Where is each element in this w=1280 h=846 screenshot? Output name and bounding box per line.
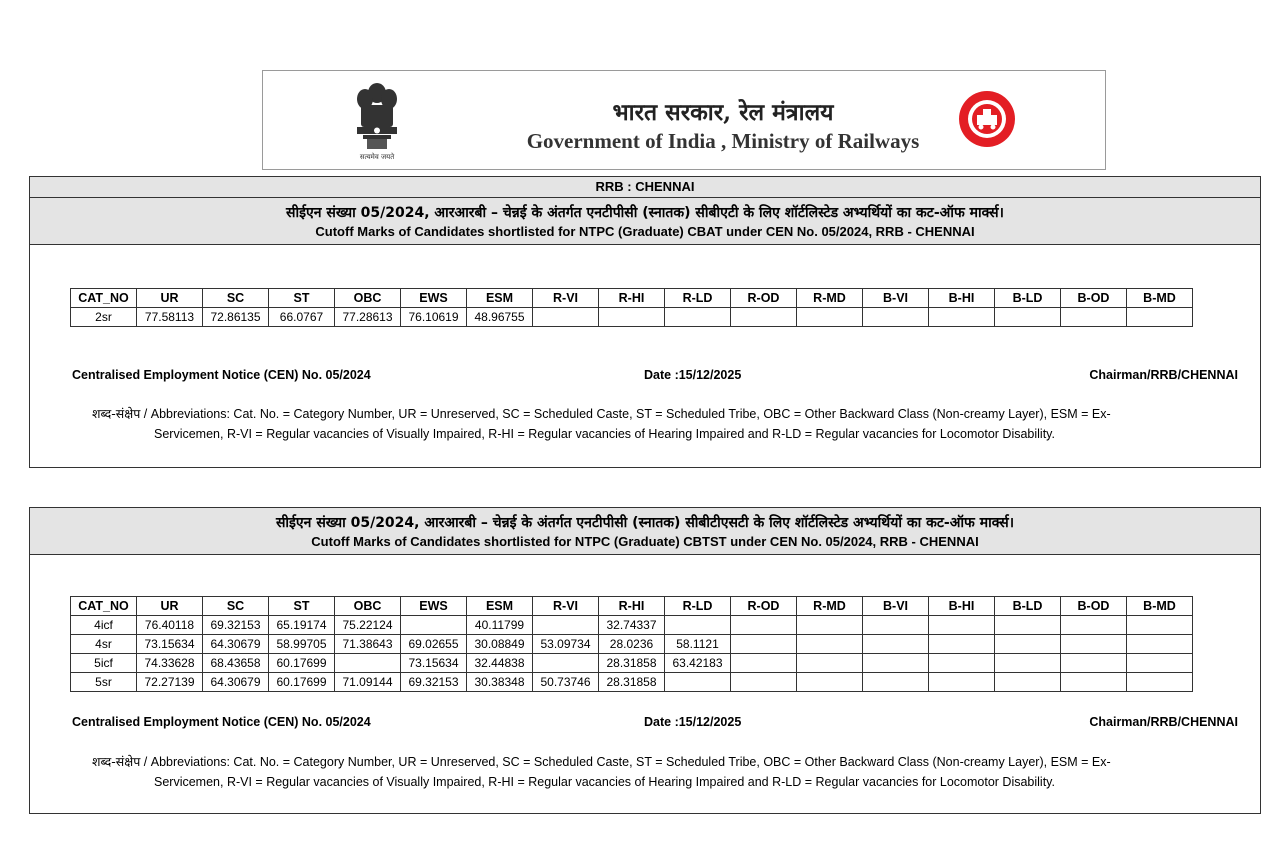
column-header: CAT_NO [71, 597, 137, 616]
cutoff-cell: 48.96755 [467, 308, 533, 327]
table-row [71, 673, 1193, 692]
ministry-title-hindi: भारत सरकार, रेल मंत्रालय [612, 99, 834, 126]
ministry-title-english: Government of India , Ministry of Railways [526, 129, 920, 153]
cutoff-cell [599, 308, 665, 327]
cutoff-cell [929, 673, 995, 692]
column-header: R-MD [797, 597, 863, 616]
cutoff-cell: 32.44838 [467, 654, 533, 673]
cutoff-cell [995, 635, 1061, 654]
table-row [71, 635, 1193, 654]
cbat-title-band [30, 198, 1260, 245]
cutoff-cell [995, 616, 1061, 635]
cutoff-cell [1127, 616, 1193, 635]
cutoff-cell: 28.31858 [599, 673, 665, 692]
cutoff-cell: 72.86135 [203, 308, 269, 327]
cutoff-cell [797, 635, 863, 654]
cutoff-cell [533, 654, 599, 673]
column-header: R-MD [797, 289, 863, 308]
cutoff-cell [1061, 616, 1127, 635]
column-header: R-LD [665, 289, 731, 308]
cen-notice: Centralised Employment Notice (CEN) No. 05/2024 [72, 368, 371, 382]
column-header: B-MD [1127, 289, 1193, 308]
cutoff-cell: 76.10619 [401, 308, 467, 327]
table-header-row [71, 289, 1193, 308]
column-header: OBC [335, 289, 401, 308]
abbr-line-1: / Abbreviations: Cat. No. = Category Number, UR = Unreserved, SC = Scheduled Caste, ST = Scheduled Tribe, OBC = Other Backward Class (Non-creamy Layer), ESM = Ex- [140, 407, 1111, 421]
letterhead [262, 70, 1106, 170]
table-row [71, 654, 1193, 673]
column-header: B-HI [929, 289, 995, 308]
cutoff-cell [797, 308, 863, 327]
cbtst-title-hindi: सीईएन संख्या 05/2024, आरआरबी – चेन्नई के अंतर्गत एनटीपीसी (स्नातक) सीबीटीएसटी के लिए शॉर्टलिस्टेड अभ्यर्थियों का कट-ऑफ मार्क्स। [275, 515, 1015, 531]
cutoff-cell: 77.28613 [335, 308, 401, 327]
cutoff-cell: 77.58113 [137, 308, 203, 327]
cutoff-cell: 30.38348 [467, 673, 533, 692]
cen-notice: Centralised Employment Notice (CEN) No. 05/2024 [72, 715, 371, 729]
cutoff-cell: 73.15634 [137, 635, 203, 654]
column-header: B-LD [995, 597, 1061, 616]
column-header: CAT_NO [71, 289, 137, 308]
cutoff-cell: 64.30679 [203, 673, 269, 692]
cutoff-cell: 73.15634 [401, 654, 467, 673]
column-header: B-LD [995, 289, 1061, 308]
cutoff-cell: 68.43658 [203, 654, 269, 673]
cutoff-cell [863, 673, 929, 692]
cutoff-cell: 72.27139 [137, 673, 203, 692]
cutoff-cell [929, 308, 995, 327]
column-header: R-VI [533, 597, 599, 616]
category-cell: 5sr [71, 673, 137, 692]
column-header: B-VI [863, 597, 929, 616]
column-header: EWS [401, 597, 467, 616]
cutoff-cell [797, 654, 863, 673]
cutoff-cell: 53.09734 [533, 635, 599, 654]
column-header: OBC [335, 597, 401, 616]
column-header: B-HI [929, 597, 995, 616]
cutoff-cell [1061, 308, 1127, 327]
cutoff-cell [1061, 635, 1127, 654]
cutoff-cell [797, 673, 863, 692]
indian-railways-logo-icon [957, 89, 1017, 149]
cutoff-cell: 32.74337 [599, 616, 665, 635]
cbat-cutoff-table [70, 288, 1193, 327]
column-header: ESM [467, 289, 533, 308]
cutoff-cell: 66.0767 [269, 308, 335, 327]
column-header: B-MD [1127, 597, 1193, 616]
cutoff-cell [1127, 654, 1193, 673]
column-header: SC [203, 289, 269, 308]
column-header: UR [137, 289, 203, 308]
abbr-line-1: / Abbreviations: Cat. No. = Category Number, UR = Unreserved, SC = Scheduled Caste, ST = Scheduled Tribe, OBC = Other Backward Class (Non-creamy Layer), ESM = Ex- [140, 755, 1111, 769]
signatory: Chairman/RRB/CHENNAI [1089, 715, 1238, 729]
category-cell: 2sr [71, 308, 137, 327]
cutoff-cell: 58.1121 [665, 635, 731, 654]
cutoff-cell [797, 616, 863, 635]
cutoff-cell: 64.30679 [203, 635, 269, 654]
column-header: SC [203, 597, 269, 616]
column-header: ESM [467, 597, 533, 616]
cutoff-cell [533, 308, 599, 327]
cutoff-cell [1127, 308, 1193, 327]
cutoff-cell: 58.99705 [269, 635, 335, 654]
table-header-row [71, 597, 1193, 616]
cutoff-cell [929, 635, 995, 654]
column-header: ST [269, 289, 335, 308]
column-header: EWS [401, 289, 467, 308]
cutoff-cell [929, 616, 995, 635]
cutoff-cell: 40.11799 [467, 616, 533, 635]
cbtst-cutoff-table [70, 596, 1193, 692]
cutoff-cell: 76.40118 [137, 616, 203, 635]
cutoff-cell: 69.32153 [203, 616, 269, 635]
column-header: R-OD [731, 597, 797, 616]
cutoff-cell: 63.42183 [665, 654, 731, 673]
cutoff-cell [1127, 635, 1193, 654]
column-header: UR [137, 597, 203, 616]
abbr-label-hindi: शब्द-संक्षेप [92, 406, 141, 421]
abbreviations-note [92, 404, 1182, 444]
cutoff-cell: 71.09144 [335, 673, 401, 692]
abbr-line-2: Servicemen, R-VI = Regular vacancies of Visually Impaired, R-HI = Regular vacancies of Hearing Impaired and R-LD = Regular vacancies for Locomotor Disability. [154, 775, 1055, 789]
cutoff-cell [731, 308, 797, 327]
cutoff-cell: 28.0236 [599, 635, 665, 654]
cutoff-cell [731, 654, 797, 673]
cutoff-cell [1061, 654, 1127, 673]
signatory: Chairman/RRB/CHENNAI [1089, 368, 1238, 382]
cutoff-cell: 69.02655 [401, 635, 467, 654]
cutoff-cell: 71.38643 [335, 635, 401, 654]
cutoff-cell: 50.73746 [533, 673, 599, 692]
cutoff-cell [995, 673, 1061, 692]
cutoff-cell [863, 616, 929, 635]
notice-date: Date :15/12/2025 [644, 368, 742, 382]
column-header: B-OD [1061, 597, 1127, 616]
cutoff-cell [1061, 673, 1127, 692]
emblem-motto: सत्यमेव जयते [359, 153, 395, 161]
column-header: B-OD [1061, 289, 1127, 308]
cutoff-cell: 74.33628 [137, 654, 203, 673]
cutoff-cell [665, 308, 731, 327]
notice-date: Date :15/12/2025 [644, 715, 742, 729]
cutoff-cell: 69.32153 [401, 673, 467, 692]
cutoff-cell [665, 673, 731, 692]
cutoff-cell [401, 616, 467, 635]
column-header: ST [269, 597, 335, 616]
cutoff-cell [731, 616, 797, 635]
cutoff-cell [731, 673, 797, 692]
column-header: R-LD [665, 597, 731, 616]
cbtst-title-english: Cutoff Marks of Candidates shortlisted for NTPC (Graduate) CBTST under CEN No. 05/2024, RRB - CHENNAI [311, 534, 979, 549]
cutoff-cell [995, 654, 1061, 673]
cbat-title-hindi: सीईएन संख्या 05/2024, आरआरबी – चेन्नई के अंतर्गत एनटीपीसी (स्नातक) सीबीएटी के लिए शॉर्टलिस्टेड अभ्यर्थियों का कट-ऑफ मार्क्स। [286, 205, 1004, 221]
column-header: R-VI [533, 289, 599, 308]
cutoff-cell [335, 654, 401, 673]
cutoff-cell: 30.08849 [467, 635, 533, 654]
cutoff-cell: 60.17699 [269, 654, 335, 673]
column-header: R-OD [731, 289, 797, 308]
table-row [71, 308, 1193, 327]
table-row [71, 616, 1193, 635]
abbr-line-2: Servicemen, R-VI = Regular vacancies of Visually Impaired, R-HI = Regular vacancies of Hearing Impaired and R-LD = Regular vacancies for Locomotor Disability. [154, 427, 1055, 441]
category-cell: 4sr [71, 635, 137, 654]
cbtst-title-band [30, 508, 1260, 555]
cutoff-cell [863, 308, 929, 327]
column-header: R-HI [599, 289, 665, 308]
column-header: R-HI [599, 597, 665, 616]
rrb-label: RRB : CHENNAI [30, 177, 1260, 198]
cutoff-cell [995, 308, 1061, 327]
cutoff-cell: 28.31858 [599, 654, 665, 673]
category-cell: 4icf [71, 616, 137, 635]
cutoff-cell: 60.17699 [269, 673, 335, 692]
cutoff-cell [1127, 673, 1193, 692]
cutoff-cell [929, 654, 995, 673]
cutoff-cell [665, 616, 731, 635]
cutoff-cell [533, 616, 599, 635]
category-cell: 5icf [71, 654, 137, 673]
cbtst-cutoff-section [29, 507, 1261, 814]
cbat-cutoff-section [29, 176, 1261, 468]
column-header: B-VI [863, 289, 929, 308]
abbr-label-hindi: शब्द-संक्षेप [92, 754, 141, 769]
cutoff-cell: 75.22124 [335, 616, 401, 635]
cutoff-cell [863, 635, 929, 654]
cutoff-cell [731, 635, 797, 654]
cutoff-cell: 65.19174 [269, 616, 335, 635]
cbat-title-english: Cutoff Marks of Candidates shortlisted for NTPC (Graduate) CBAT under CEN No. 05/2024, RRB - CHENNAI [315, 224, 975, 239]
cutoff-cell [863, 654, 929, 673]
abbreviations-note [92, 752, 1182, 792]
